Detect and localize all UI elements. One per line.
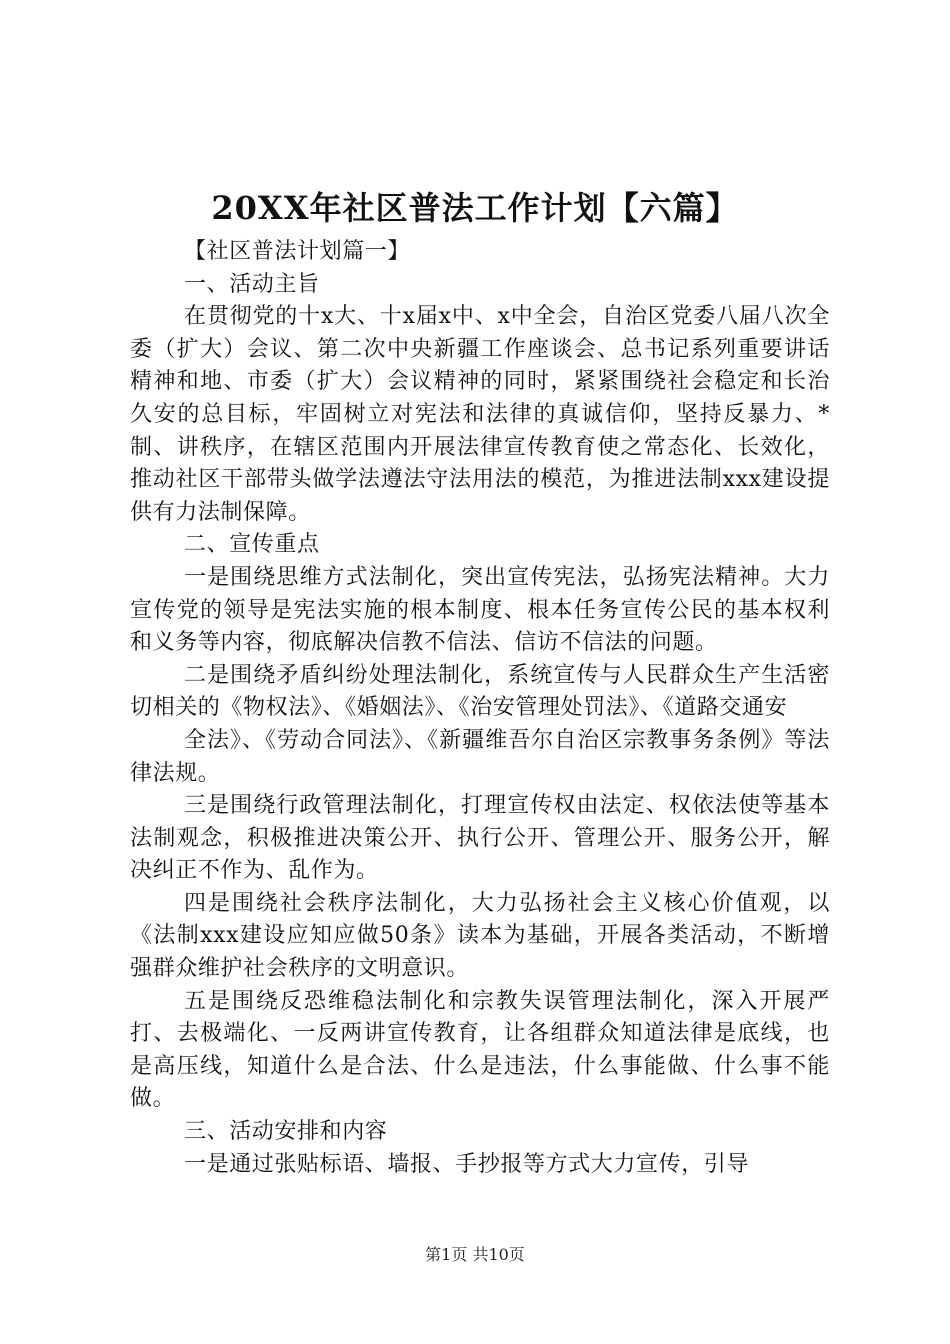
paragraph: 五是围绕反恐维稳法制化和宗教失误管理法制化，深入开展严打、去极端化、一反两讲宣传教育，让各组群众知道法律是底线，也是高压线，知道什么是合法、什么是违法，什么事能做、什么事不能做。 (130, 988, 830, 1112)
heading-publicity-focus: 二、宣传重点 (184, 532, 320, 558)
page-footer: 第1页 共10页 (425, 1245, 525, 1264)
paragraph: 全法》、《劳动合同法》、《新疆维吾尔自治区宗教事务条例》等法律法规。 (130, 727, 830, 786)
paragraph: 在贯彻党的十x大、十x届x中、x中全会，自治区党委八届八次全委（扩大）会议、第二次中央新疆工作座谈会、总书记系列重要讲话精神和地、市委（扩大）会议精神的同时，紧紧围绕社会稳定和长治久安的总目标，牢固树立对宪法和法律的真诚信仰，坚持反暴力、*制、讲秩序，在辖区范围内开展法律宣传教育使之常态化、长效化，推动社区干部带头做学法遵法守法用法的模范，为推进法制xxx建设提供有力法制保障。 (130, 304, 830, 525)
document-title: 20XX年社区普法工作计划【六篇】 (211, 189, 739, 227)
paragraph: 一是通过张贴标语、墙报、手抄报等方式大力宣传，引导 (184, 1151, 750, 1177)
paragraph: 一是围绕思维方式法制化，突出宣传宪法，弘扬宪法精神。大力宣传党的领导是宪法实施的根本制度、根本任务宣传公民的基本权利和义务等内容，彻底解决信教不信法、信访不信法的问题。 (130, 564, 830, 656)
paragraph: 四是围绕社会秩序法制化，大力弘扬社会主义核心价值观，以《法制xxx建设应知应做50条》读本为基础，开展各类活动，不断增强群众维护社会秩序的文明意识。 (130, 890, 830, 982)
section-label: 【社区普法计划篇一】 (184, 239, 411, 264)
heading-activity-arrangement: 三、活动安排和内容 (184, 1119, 388, 1145)
paragraph: 三是围绕行政管理法制化，打理宣传权由法定、权依法使等基本法制观念，积极推进决策公开、执行公开、管理公开、服务公开，解决纠正不作为、乱作为。 (130, 793, 830, 884)
paragraph: 二是围绕矛盾纠纷处理法制化，系统宣传与人民群众生产生活密切相关的《物权法》、《婚姻法》、《治安管理处罚法》、《道路交通安 (130, 662, 830, 721)
document-body (130, 236, 830, 1181)
heading-activity-purpose: 一、活动主旨 (184, 271, 320, 297)
